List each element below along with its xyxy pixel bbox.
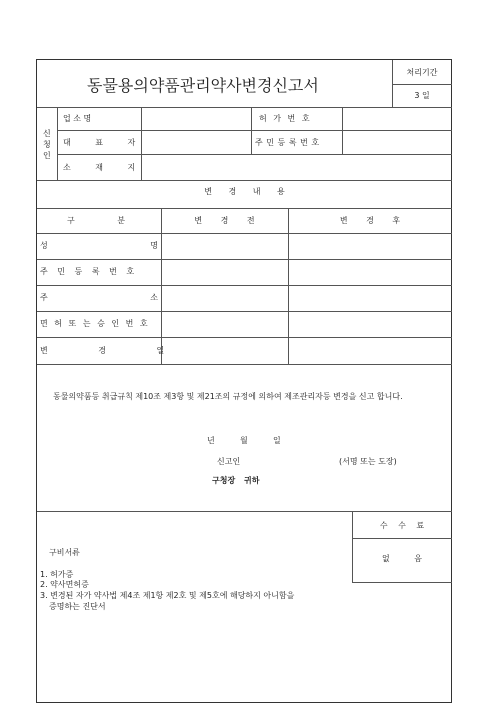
fee-value: 없 음 <box>382 554 422 563</box>
processing-period-value: 3 일 <box>414 91 430 100</box>
address-label: 소 재 지 <box>63 163 136 172</box>
date-month: 월 <box>240 436 248 445</box>
address-field[interactable] <box>142 155 451 179</box>
declaration-statement: 동물의약품등 취급규칙 제10조 제3항 및 제21조의 규정에 의하여 제조관리자등 변경을 신고 합니다. <box>53 392 403 401</box>
name-before-field[interactable] <box>162 234 287 258</box>
change-row-line-3 <box>37 311 452 312</box>
applicant-group-char-2: 청 <box>43 140 51 149</box>
representative-label: 대 표 자 <box>63 138 136 147</box>
signature-note: (서명 또는 도장) <box>339 457 397 466</box>
change-row-line-1 <box>37 259 452 260</box>
row-label-name: 성 명 <box>40 241 158 250</box>
document-item-3: 3. 변경된 자가 약사법 제4조 제1항 제2호 및 제5호에 해당하지 아니함을 <box>40 591 295 600</box>
row-label-change-date: 변 경 일 <box>40 346 165 355</box>
recipient-line: 구청장 귀하 <box>212 476 260 485</box>
change-col-divider-1 <box>161 208 162 364</box>
fee-label: 수 수 료 <box>379 521 425 530</box>
business-name-field[interactable] <box>142 108 250 129</box>
documents-title: 구비서류 <box>49 548 80 557</box>
resident-number-label: 주 민 등 록 번 호 <box>255 138 320 147</box>
form-frame <box>36 59 452 703</box>
date-year: 년 <box>207 436 215 445</box>
change-bottom-line <box>37 364 452 365</box>
applicant-middle-divider <box>251 107 252 154</box>
name-after-field[interactable] <box>289 234 451 258</box>
permit-number-field[interactable] <box>343 108 451 129</box>
document-item-2: 2. 약사면허증 <box>40 580 89 589</box>
document-item-3-continued: 증명하는 진단서 <box>49 602 106 611</box>
form-title: 동물용의약품관리약사변경신고서 <box>87 76 319 95</box>
col-after-header: 변 경 후 <box>339 216 401 225</box>
fee-box-bottom <box>352 582 452 583</box>
documents-top-line <box>37 511 452 512</box>
applicant-group-char-3: 인 <box>43 151 51 160</box>
change-title-line <box>37 208 452 209</box>
fee-box-divider <box>352 538 452 539</box>
change-section-title: 변 경 내 용 <box>204 187 285 196</box>
resident-number-field[interactable] <box>343 131 451 153</box>
declarant-label: 신고인 <box>217 457 241 466</box>
representative-field[interactable] <box>142 131 250 153</box>
row-label-address: 주 소 <box>40 293 158 302</box>
change-row-line-2 <box>37 285 452 286</box>
col-category-header: 구 분 <box>67 216 125 225</box>
row-label-resident-number: 주 민 등 록 번 호 <box>40 267 135 276</box>
applicant-group-char-1: 신 <box>43 129 51 138</box>
change-col-divider-2 <box>288 208 289 364</box>
row-label-license-number: 면 허 또 는 승 인 번 호 <box>40 319 148 328</box>
col-before-header: 변 경 전 <box>194 216 255 225</box>
processing-period-label: 처리기간 <box>406 68 438 77</box>
date-day: 일 <box>273 436 281 445</box>
applicant-group-divider <box>57 107 58 180</box>
business-name-label: 업 소 명 <box>63 114 92 123</box>
applicant-bottom-line <box>37 180 452 181</box>
processing-box-divider <box>392 84 452 85</box>
change-row-line-4 <box>37 337 452 338</box>
document-item-1: 1. 허가증 <box>40 570 74 579</box>
permit-number-label: 허 가 번 호 <box>259 114 310 123</box>
